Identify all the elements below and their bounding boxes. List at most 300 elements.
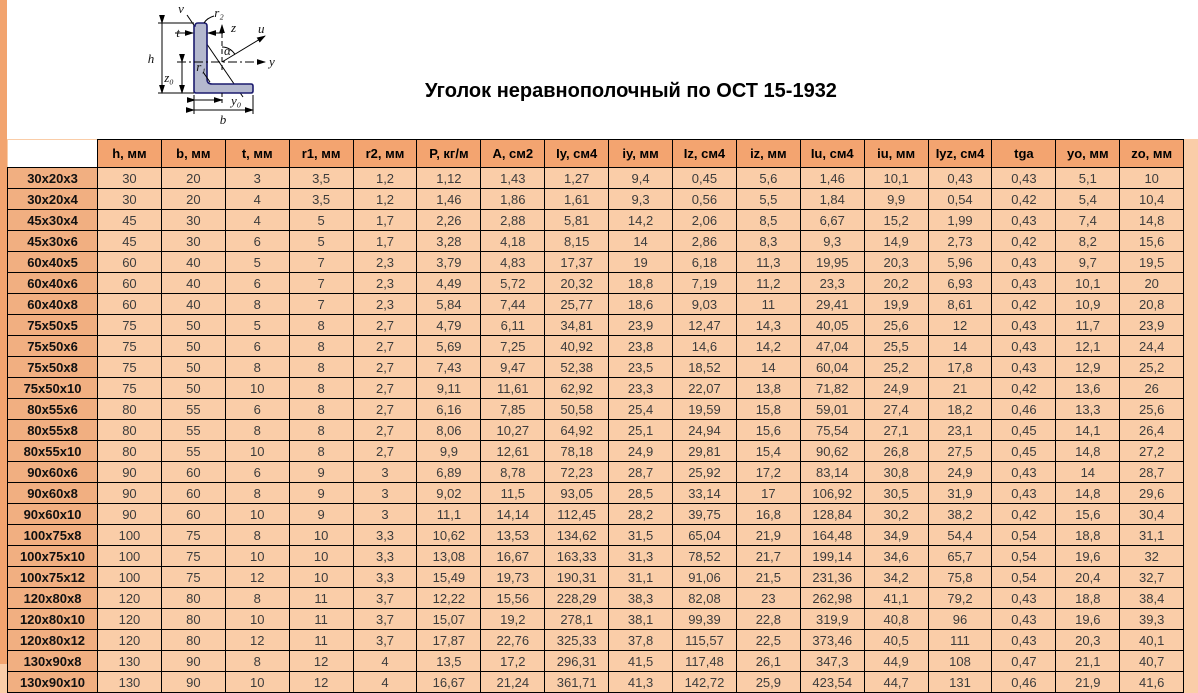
table-cell: 65,7 bbox=[928, 546, 992, 567]
table-cell: 20,3 bbox=[1056, 630, 1120, 651]
table-cell: 11 bbox=[736, 294, 800, 315]
table-cell: 0,45 bbox=[992, 420, 1056, 441]
table-cell: 7,25 bbox=[481, 336, 545, 357]
table-cell: 78,18 bbox=[545, 441, 609, 462]
table-cell: 50 bbox=[161, 357, 225, 378]
table-cell: 13,3 bbox=[1056, 399, 1120, 420]
table-cell: 40,1 bbox=[1120, 630, 1184, 651]
table-cell: 25,6 bbox=[864, 315, 928, 336]
table-cell: 228,29 bbox=[545, 588, 609, 609]
table-cell: 2,7 bbox=[353, 441, 417, 462]
table-row bbox=[8, 378, 1184, 399]
table-cell: 96 bbox=[928, 609, 992, 630]
table-cell: 6 bbox=[225, 399, 289, 420]
table-cell: 31,3 bbox=[609, 546, 673, 567]
table-cell: 0,54 bbox=[992, 567, 1056, 588]
table-cell: 164,48 bbox=[800, 525, 864, 546]
table-cell: 2,3 bbox=[353, 252, 417, 273]
table-cell: 40,92 bbox=[545, 336, 609, 357]
table-row bbox=[8, 525, 1184, 546]
table-cell: 29,6 bbox=[1120, 483, 1184, 504]
table-cell: 163,33 bbox=[545, 546, 609, 567]
table-cell: 5,4 bbox=[1056, 189, 1120, 210]
table-cell: 19,2 bbox=[481, 609, 545, 630]
table-cell: 83,14 bbox=[800, 462, 864, 483]
table-cell: 13,6 bbox=[1056, 378, 1120, 399]
table-cell: 38,2 bbox=[928, 504, 992, 525]
row-label: 130x90x8 bbox=[8, 651, 98, 672]
table-cell: 14 bbox=[609, 231, 673, 252]
table-cell: 14,1 bbox=[1056, 420, 1120, 441]
table-cell: 1,12 bbox=[417, 168, 481, 189]
table-cell: 75 bbox=[161, 546, 225, 567]
table-cell: 100 bbox=[98, 546, 162, 567]
table-cell: 6,18 bbox=[673, 252, 737, 273]
table-cell: 34,2 bbox=[864, 567, 928, 588]
table-cell: 19,59 bbox=[673, 399, 737, 420]
table-cell: 80 bbox=[98, 420, 162, 441]
table-cell: 3 bbox=[353, 483, 417, 504]
table-cell: 60 bbox=[98, 252, 162, 273]
row-label: 100x75x10 bbox=[8, 546, 98, 567]
table-cell: 25,2 bbox=[864, 357, 928, 378]
row-label: 75x50x10 bbox=[8, 378, 98, 399]
table-cell: 79,2 bbox=[928, 588, 992, 609]
table-cell: 2,7 bbox=[353, 336, 417, 357]
column-header: P, кг/м bbox=[417, 140, 481, 168]
table-cell: 2,7 bbox=[353, 357, 417, 378]
table-cell: 50 bbox=[161, 378, 225, 399]
table-cell: 8,5 bbox=[736, 210, 800, 231]
table-cell: 18,8 bbox=[1056, 588, 1120, 609]
table-cell: 22,5 bbox=[736, 630, 800, 651]
table-row bbox=[8, 336, 1184, 357]
table-cell: 10 bbox=[289, 525, 353, 546]
section-properties-table-wrap bbox=[7, 139, 1184, 693]
table-cell: 8 bbox=[289, 357, 353, 378]
table-cell: 10 bbox=[1120, 168, 1184, 189]
table-cell: 24,9 bbox=[609, 441, 673, 462]
table-cell: 6 bbox=[225, 273, 289, 294]
header-row bbox=[8, 140, 1184, 168]
table-cell: 14,9 bbox=[864, 231, 928, 252]
table-cell: 361,71 bbox=[545, 672, 609, 693]
table-cell: 9 bbox=[289, 483, 353, 504]
table-cell: 373,46 bbox=[800, 630, 864, 651]
row-label: 75x50x8 bbox=[8, 357, 98, 378]
table-cell: 25,5 bbox=[864, 336, 928, 357]
table-cell: 30 bbox=[161, 210, 225, 231]
table-cell: 347,3 bbox=[800, 651, 864, 672]
table-cell: 80 bbox=[98, 441, 162, 462]
table-cell: 15,6 bbox=[1120, 231, 1184, 252]
table-cell: 8 bbox=[289, 399, 353, 420]
table-cell: 120 bbox=[98, 609, 162, 630]
table-cell: 5 bbox=[289, 231, 353, 252]
column-header: r1, мм bbox=[289, 140, 353, 168]
table-cell: 3,3 bbox=[353, 525, 417, 546]
table-cell: 15,8 bbox=[736, 399, 800, 420]
table-cell: 59,01 bbox=[800, 399, 864, 420]
table-cell: 16,8 bbox=[736, 504, 800, 525]
table-cell: 75 bbox=[161, 567, 225, 588]
table-cell: 0,43 bbox=[992, 462, 1056, 483]
table-cell: 47,04 bbox=[800, 336, 864, 357]
table-cell: 1,99 bbox=[928, 210, 992, 231]
table-cell: 0,42 bbox=[992, 231, 1056, 252]
table-cell: 90 bbox=[98, 504, 162, 525]
table-cell: 6 bbox=[225, 336, 289, 357]
table-cell: 7 bbox=[289, 273, 353, 294]
table-cell: 9 bbox=[289, 462, 353, 483]
table-cell: 25,6 bbox=[1120, 399, 1184, 420]
table-cell: 7,43 bbox=[417, 357, 481, 378]
table-cell: 10 bbox=[225, 609, 289, 630]
table-cell: 40,8 bbox=[864, 609, 928, 630]
table-cell: 17,2 bbox=[736, 462, 800, 483]
table-cell: 40 bbox=[161, 294, 225, 315]
table-cell: 41,3 bbox=[609, 672, 673, 693]
table-cell: 0,54 bbox=[928, 189, 992, 210]
table-cell: 10,9 bbox=[1056, 294, 1120, 315]
table-cell: 22,8 bbox=[736, 609, 800, 630]
table-cell: 130 bbox=[98, 672, 162, 693]
row-label: 60x40x5 bbox=[8, 252, 98, 273]
table-cell: 15,07 bbox=[417, 609, 481, 630]
table-cell: 17,87 bbox=[417, 630, 481, 651]
table-cell: 8,06 bbox=[417, 420, 481, 441]
table-cell: 99,39 bbox=[673, 609, 737, 630]
angle-section-diagram bbox=[115, 0, 325, 134]
table-cell: 14 bbox=[1056, 462, 1120, 483]
column-header: Iz, см4 bbox=[673, 140, 737, 168]
y-axis-label: y bbox=[269, 54, 275, 69]
table-cell: 19,6 bbox=[1056, 609, 1120, 630]
table-row bbox=[8, 672, 1184, 693]
table-cell: 30,4 bbox=[1120, 504, 1184, 525]
table-cell: 6 bbox=[225, 462, 289, 483]
table-cell: 41,6 bbox=[1120, 672, 1184, 693]
column-header: yo, мм bbox=[1056, 140, 1120, 168]
table-row bbox=[8, 252, 1184, 273]
table-cell: 22,76 bbox=[481, 630, 545, 651]
table-cell: 7,85 bbox=[481, 399, 545, 420]
table-cell: 90 bbox=[98, 462, 162, 483]
table-cell: 7 bbox=[289, 294, 353, 315]
table-cell: 2,7 bbox=[353, 378, 417, 399]
table-cell: 12 bbox=[225, 567, 289, 588]
row-label: 60x40x6 bbox=[8, 273, 98, 294]
column-header: A, см2 bbox=[481, 140, 545, 168]
table-cell: 4,79 bbox=[417, 315, 481, 336]
row-label: 60x40x8 bbox=[8, 294, 98, 315]
table-cell: 21,7 bbox=[736, 546, 800, 567]
table-cell: 8 bbox=[289, 441, 353, 462]
table-cell: 0,43 bbox=[992, 336, 1056, 357]
table-cell: 40,5 bbox=[864, 630, 928, 651]
table-cell: 41,1 bbox=[864, 588, 928, 609]
table-row bbox=[8, 588, 1184, 609]
table-cell: 40,7 bbox=[1120, 651, 1184, 672]
table-cell: 9,47 bbox=[481, 357, 545, 378]
table-cell: 8,2 bbox=[1056, 231, 1120, 252]
r1-label: r₁ bbox=[196, 59, 206, 74]
table-cell: 8,15 bbox=[545, 231, 609, 252]
table-cell: 30 bbox=[98, 189, 162, 210]
table-cell: 10 bbox=[225, 546, 289, 567]
table-cell: 37,8 bbox=[609, 630, 673, 651]
table-cell: 4,83 bbox=[481, 252, 545, 273]
table-cell: 75 bbox=[98, 315, 162, 336]
table-cell: 28,5 bbox=[609, 483, 673, 504]
table-cell: 8 bbox=[225, 294, 289, 315]
table-cell: 9,4 bbox=[609, 168, 673, 189]
table-cell: 12 bbox=[289, 672, 353, 693]
column-header: t, мм bbox=[225, 140, 289, 168]
table-cell: 8 bbox=[225, 357, 289, 378]
row-label: 75x50x5 bbox=[8, 315, 98, 336]
table-cell: 75 bbox=[98, 357, 162, 378]
table-cell: 25,4 bbox=[609, 399, 673, 420]
row-label: 90x60x6 bbox=[8, 462, 98, 483]
table-cell: 0,43 bbox=[992, 273, 1056, 294]
row-label: 80x55x10 bbox=[8, 441, 98, 462]
table-cell: 296,31 bbox=[545, 651, 609, 672]
table-cell: 20 bbox=[1120, 273, 1184, 294]
table-cell: 34,6 bbox=[864, 546, 928, 567]
table-cell: 19,9 bbox=[864, 294, 928, 315]
alpha-label: α bbox=[224, 43, 231, 58]
table-cell: 3,7 bbox=[353, 588, 417, 609]
table-cell: 25,2 bbox=[1120, 357, 1184, 378]
table-cell: 9,11 bbox=[417, 378, 481, 399]
table-cell: 2,7 bbox=[353, 420, 417, 441]
table-cell: 0,46 bbox=[992, 672, 1056, 693]
table-cell: 5 bbox=[289, 210, 353, 231]
table-cell: 32 bbox=[1120, 546, 1184, 567]
table-cell: 19,73 bbox=[481, 567, 545, 588]
column-header: iz, мм bbox=[736, 140, 800, 168]
table-cell: 75 bbox=[98, 378, 162, 399]
table-cell: 34,9 bbox=[864, 525, 928, 546]
table-cell: 6,67 bbox=[800, 210, 864, 231]
table-cell: 44,9 bbox=[864, 651, 928, 672]
table-cell: 190,31 bbox=[545, 567, 609, 588]
h-label: h bbox=[147, 51, 155, 66]
table-cell: 1,46 bbox=[417, 189, 481, 210]
table-cell: 26 bbox=[1120, 378, 1184, 399]
table-cell: 60 bbox=[161, 483, 225, 504]
column-header: r2, мм bbox=[353, 140, 417, 168]
table-cell: 21 bbox=[928, 378, 992, 399]
table-cell: 18,2 bbox=[928, 399, 992, 420]
column-header: tga bbox=[992, 140, 1056, 168]
table-cell: 0,42 bbox=[992, 294, 1056, 315]
table-cell: 0,43 bbox=[992, 588, 1056, 609]
table-cell: 3,7 bbox=[353, 609, 417, 630]
table-cell: 319,9 bbox=[800, 609, 864, 630]
table-row bbox=[8, 399, 1184, 420]
table-cell: 27,5 bbox=[928, 441, 992, 462]
row-label: 45x30x6 bbox=[8, 231, 98, 252]
table-cell: 31,5 bbox=[609, 525, 673, 546]
table-cell: 12,61 bbox=[481, 441, 545, 462]
table-cell: 25,92 bbox=[673, 462, 737, 483]
table-cell: 10,1 bbox=[864, 168, 928, 189]
table-cell: 8,61 bbox=[928, 294, 992, 315]
table-cell: 9,3 bbox=[800, 231, 864, 252]
table-cell: 5,81 bbox=[545, 210, 609, 231]
section-properties-table bbox=[7, 139, 1184, 693]
table-cell: 22,07 bbox=[673, 378, 737, 399]
table-cell: 2,7 bbox=[353, 399, 417, 420]
table-cell: 2,3 bbox=[353, 294, 417, 315]
table-cell: 28,7 bbox=[609, 462, 673, 483]
table-cell: 15,49 bbox=[417, 567, 481, 588]
table-cell: 7 bbox=[289, 252, 353, 273]
table-cell: 0,42 bbox=[992, 378, 1056, 399]
row-label: 100x75x8 bbox=[8, 525, 98, 546]
table-cell: 130 bbox=[98, 651, 162, 672]
table-cell: 115,57 bbox=[673, 630, 737, 651]
table-cell: 13,53 bbox=[481, 525, 545, 546]
table-cell: 4,18 bbox=[481, 231, 545, 252]
table-cell: 28,7 bbox=[1120, 462, 1184, 483]
table-cell: 8 bbox=[225, 525, 289, 546]
table-cell: 24,9 bbox=[864, 378, 928, 399]
table-cell: 15,6 bbox=[736, 420, 800, 441]
table-cell: 11 bbox=[289, 588, 353, 609]
column-header: iu, мм bbox=[864, 140, 928, 168]
table-cell: 30,2 bbox=[864, 504, 928, 525]
table-cell: 21,5 bbox=[736, 567, 800, 588]
table-cell: 75 bbox=[98, 336, 162, 357]
table-cell: 24,4 bbox=[1120, 336, 1184, 357]
table-cell: 75,54 bbox=[800, 420, 864, 441]
table-cell: 38,1 bbox=[609, 609, 673, 630]
table-cell: 14,8 bbox=[1056, 441, 1120, 462]
table-cell: 10,4 bbox=[1120, 189, 1184, 210]
table-cell: 29,81 bbox=[673, 441, 737, 462]
table-cell: 9,7 bbox=[1056, 252, 1120, 273]
table-cell: 112,45 bbox=[545, 504, 609, 525]
table-cell: 27,4 bbox=[864, 399, 928, 420]
table-cell: 117,48 bbox=[673, 651, 737, 672]
table-cell: 90,62 bbox=[800, 441, 864, 462]
table-cell: 25,9 bbox=[736, 672, 800, 693]
table-cell: 0,43 bbox=[992, 315, 1056, 336]
table-cell: 14,6 bbox=[673, 336, 737, 357]
table-cell: 26,1 bbox=[736, 651, 800, 672]
row-label: 130x90x10 bbox=[8, 672, 98, 693]
table-cell: 11 bbox=[289, 609, 353, 630]
table-cell: 10 bbox=[225, 441, 289, 462]
table-cell: 1,2 bbox=[353, 189, 417, 210]
table-cell: 12 bbox=[928, 315, 992, 336]
table-cell: 14,14 bbox=[481, 504, 545, 525]
table-cell: 64,92 bbox=[545, 420, 609, 441]
table-cell: 80 bbox=[161, 588, 225, 609]
table-cell: 5,84 bbox=[417, 294, 481, 315]
table-cell: 0,45 bbox=[992, 441, 1056, 462]
table-cell: 3,28 bbox=[417, 231, 481, 252]
table-cell: 23,9 bbox=[1120, 315, 1184, 336]
b-label: b bbox=[219, 112, 227, 127]
r2-leader-line bbox=[204, 16, 214, 23]
table-cell: 10,1 bbox=[1056, 273, 1120, 294]
table-cell: 52,38 bbox=[545, 357, 609, 378]
table-cell: 65,04 bbox=[673, 525, 737, 546]
table-cell: 14,8 bbox=[1056, 483, 1120, 504]
table-cell: 30 bbox=[161, 231, 225, 252]
table-cell: 15,2 bbox=[864, 210, 928, 231]
table-cell: 134,62 bbox=[545, 525, 609, 546]
table-cell: 142,72 bbox=[673, 672, 737, 693]
table-cell: 1,7 bbox=[353, 210, 417, 231]
table-cell: 120 bbox=[98, 630, 162, 651]
table-cell: 0,42 bbox=[992, 504, 1056, 525]
table-cell: 108 bbox=[928, 651, 992, 672]
y0-label: y₀ bbox=[231, 93, 242, 108]
table-cell: 71,82 bbox=[800, 378, 864, 399]
table-cell: 9 bbox=[289, 504, 353, 525]
table-cell: 0,56 bbox=[673, 189, 737, 210]
table-cell: 5,96 bbox=[928, 252, 992, 273]
table-cell: 40 bbox=[161, 273, 225, 294]
table-cell: 14,2 bbox=[736, 336, 800, 357]
table-cell: 5,69 bbox=[417, 336, 481, 357]
table-cell: 106,92 bbox=[800, 483, 864, 504]
table-cell: 8,3 bbox=[736, 231, 800, 252]
table-cell: 23,1 bbox=[928, 420, 992, 441]
table-cell: 12,9 bbox=[1056, 357, 1120, 378]
table-cell: 10,62 bbox=[417, 525, 481, 546]
table-cell: 14 bbox=[928, 336, 992, 357]
table-cell: 14,2 bbox=[609, 210, 673, 231]
table-cell: 15,6 bbox=[1056, 504, 1120, 525]
t-label: t bbox=[176, 25, 180, 40]
table-cell: 91,06 bbox=[673, 567, 737, 588]
page-title: Уголок неравнополочный по ОСТ 15-1932 bbox=[425, 80, 837, 102]
row-label: 100x75x12 bbox=[8, 567, 98, 588]
column-header: Iu, см4 bbox=[800, 140, 864, 168]
column-header: iy, мм bbox=[609, 140, 673, 168]
table-cell: 100 bbox=[98, 567, 162, 588]
column-header: Iy, см4 bbox=[545, 140, 609, 168]
table-cell: 2,86 bbox=[673, 231, 737, 252]
table-cell: 20 bbox=[161, 189, 225, 210]
table-cell: 26,4 bbox=[1120, 420, 1184, 441]
table-cell: 13,5 bbox=[417, 651, 481, 672]
table-cell: 11 bbox=[289, 630, 353, 651]
table-cell: 9,9 bbox=[417, 441, 481, 462]
table-cell: 3,7 bbox=[353, 630, 417, 651]
table-cell: 6,93 bbox=[928, 273, 992, 294]
table-cell: 2,06 bbox=[673, 210, 737, 231]
table-cell: 54,4 bbox=[928, 525, 992, 546]
table-row bbox=[8, 441, 1184, 462]
table-cell: 5,1 bbox=[1056, 168, 1120, 189]
table-cell: 1,27 bbox=[545, 168, 609, 189]
table-cell: 1,61 bbox=[545, 189, 609, 210]
table-cell: 16,67 bbox=[417, 672, 481, 693]
table-cell: 19 bbox=[609, 252, 673, 273]
table-cell: 32,7 bbox=[1120, 567, 1184, 588]
table-cell: 9,03 bbox=[673, 294, 737, 315]
table-cell: 80 bbox=[161, 630, 225, 651]
table-cell: 23,8 bbox=[609, 336, 673, 357]
table-cell: 40 bbox=[161, 252, 225, 273]
